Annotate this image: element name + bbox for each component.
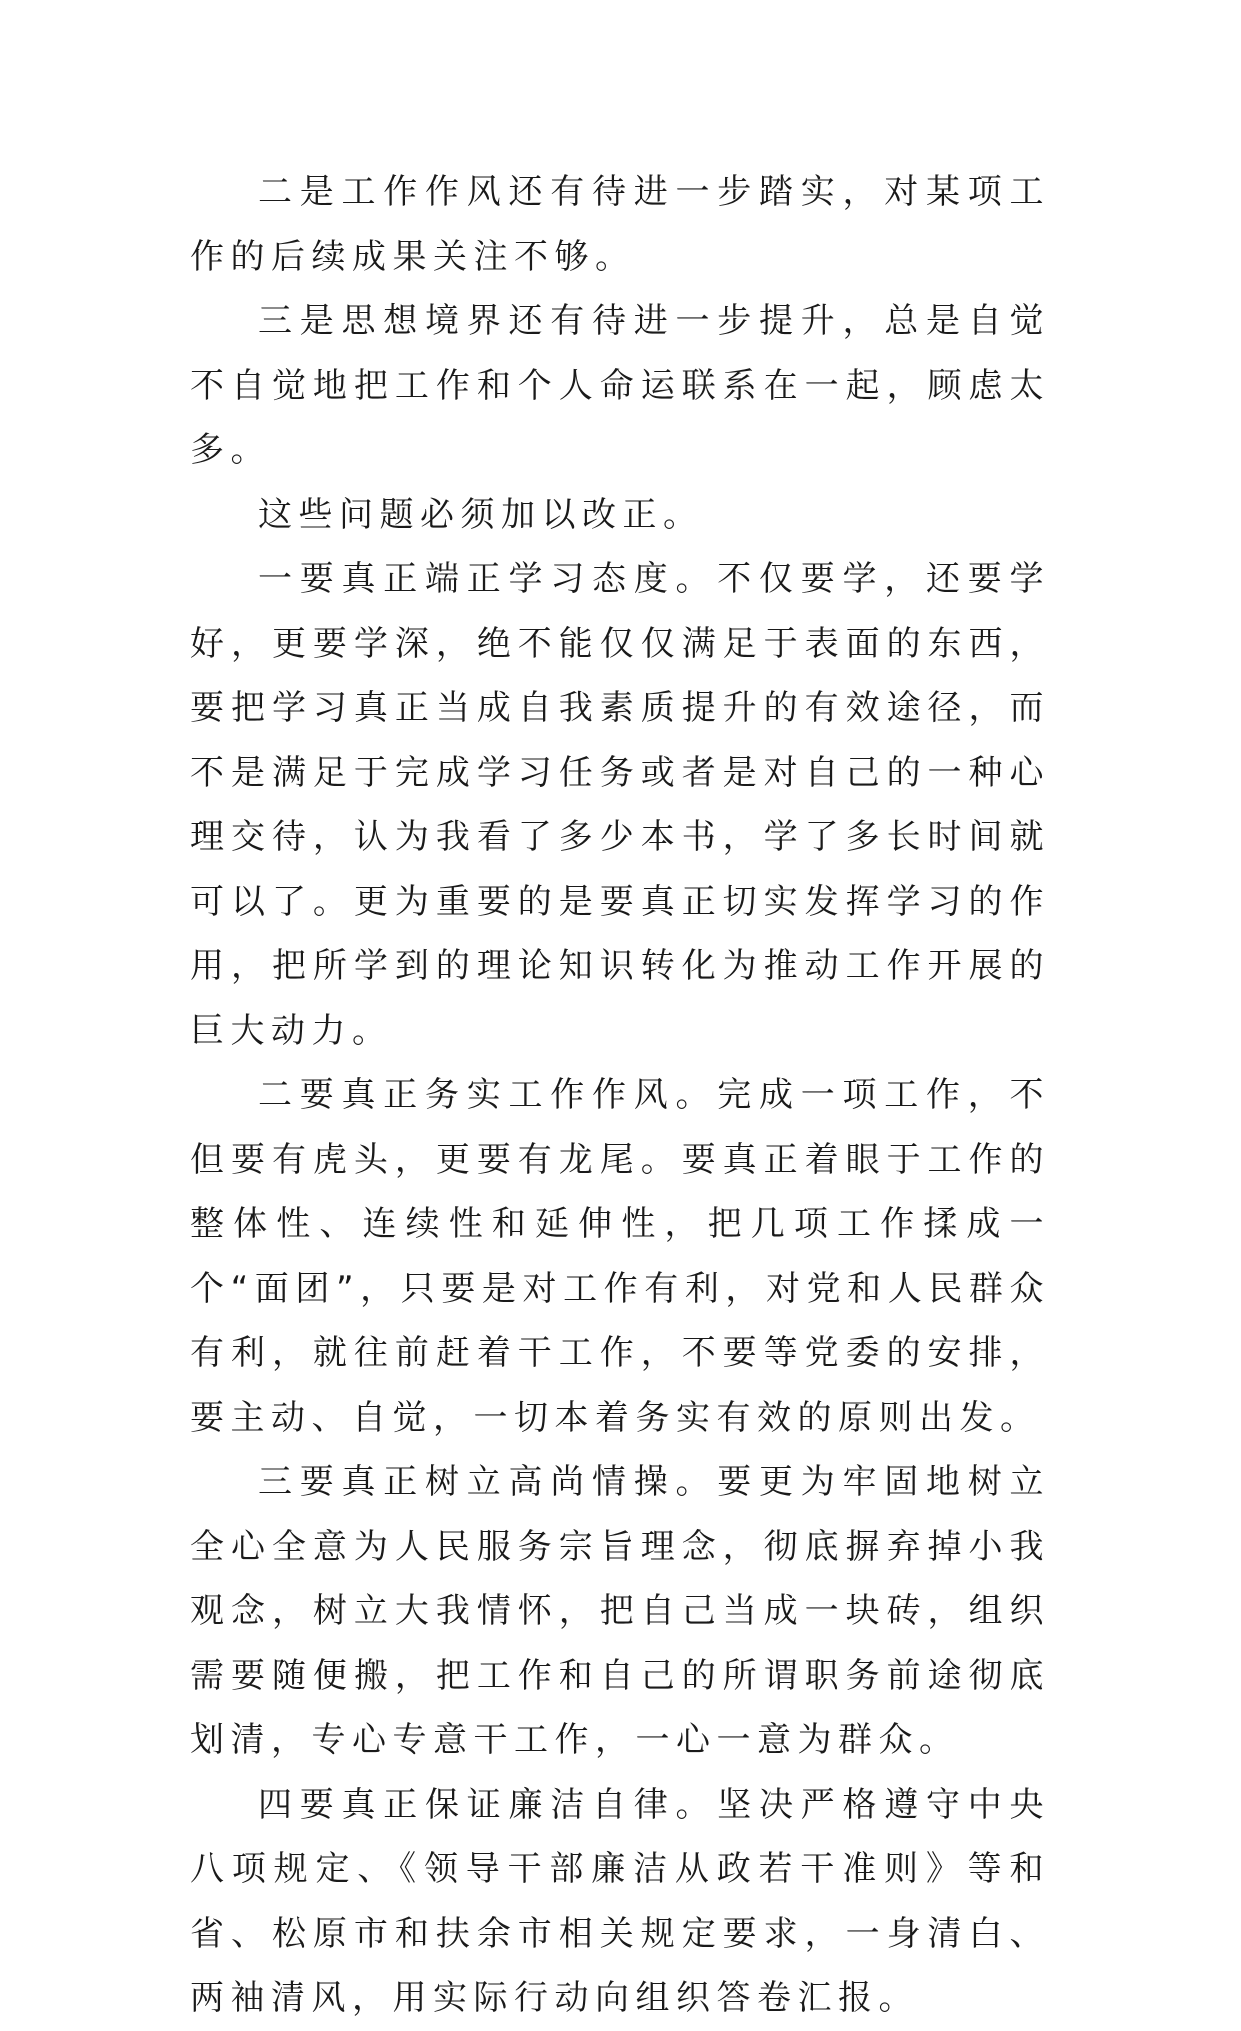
paragraph-study-attitude: 一要真正端正学习态度。不仅要学，还要学好，更要学深，绝不能仅仅满足于表面的东西，要把学习真正当成自我素质提升的有效途径，而不是满足于完成学习任务或者是对自己的一种心理交待，认为我看了多少本书，学了多长时间就可以了。更为重要的是要真正切实发挥学习的作用，把所学到的理论知识转化为推动工作开展的巨大动力。 (190, 559, 1050, 1051)
paragraph-work-style-problem: 二是工作作风还有待进一步踏实，对某项工作的后续成果关注不够。 (190, 172, 1050, 277)
paragraph-noble-sentiment: 三要真正树立高尚情操。要更为牢固地树立全心全意为人民服务宗旨理念，彻底摒弃掉小我观念，树立大我情怀，把自己当成一块砖，组织需要随便搬，把工作和自己的所谓职务前途彻底划清，专心专意干工作，一心一意为群众。 (190, 1462, 1050, 1760)
paragraph-mindset-problem: 三是思想境界还有待进一步提升，总是自觉不自觉地把工作和个人命运联系在一起，顾虑太多。 (190, 301, 1050, 470)
paragraph-practical-style: 二要真正务实工作作风。完成一项工作，不但要有虎头，更要有龙尾。要真正着眼于工作的整体性、连续性和延伸性，把几项工作揉成一个“面团”，只要是对工作有利，对党和人民群众有利，就往前赶着干工作，不要等党委的安排，要主动、自觉，一切本着务实有效的原则出发。 (190, 1075, 1050, 1438)
document-body (190, 160, 1050, 2031)
paragraph-must-correct: 这些问题必须加以改正。 (258, 494, 704, 535)
paragraph-integrity-discipline: 四要真正保证廉洁自律。坚决严格遵守中央八项规定、《领导干部廉洁从政若干准则》等和省、松原市和扶余市相关规定要求，一身清白、两袖清风，用实际行动向组织答卷汇报。 (190, 1784, 1050, 2018)
